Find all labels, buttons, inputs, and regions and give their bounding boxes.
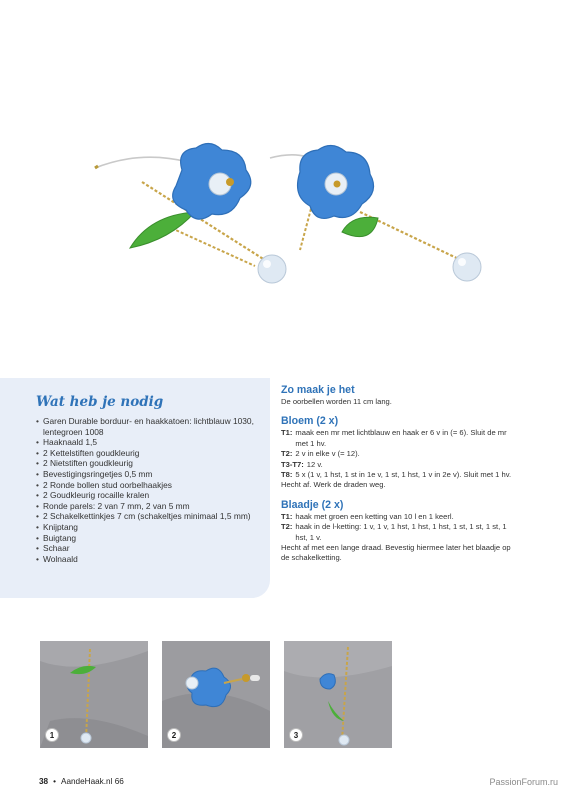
instruction-row bbox=[281, 428, 513, 449]
step-photo-2 bbox=[162, 641, 270, 748]
materials-item: • 2 Goudkleurig rocaille kralen bbox=[36, 490, 256, 501]
materials-item: • 2 Kettelstiften goudkleurig bbox=[36, 448, 256, 459]
instructions-title: Zo maak je het bbox=[281, 384, 355, 396]
row-text: haak met groen een ketting van 10 l en 1 keerl. bbox=[295, 511, 454, 521]
flower-rows bbox=[281, 428, 513, 480]
row-text: haak in de l-ketting: 1 v, 1 v, 1 hst, 1 hst, 1 hst, 1 st, 1 st, 1 st, 1 hst, 1 v. bbox=[295, 522, 507, 542]
leaf-note: Hecht af met een lange draad. Bevestig hiermee later het blaadje op de schakelketting. bbox=[281, 543, 511, 563]
leaf-rows bbox=[281, 512, 513, 543]
instructions bbox=[281, 384, 513, 564]
row-text: 12 v. bbox=[306, 459, 323, 469]
instruction-row bbox=[281, 522, 513, 543]
step-badge-1: 1 bbox=[45, 728, 59, 742]
instruction-row bbox=[281, 460, 513, 470]
row-label: T1: bbox=[281, 511, 293, 521]
page-number: 38 bbox=[39, 777, 49, 786]
materials-list bbox=[36, 416, 256, 564]
materials-item: • Schaar bbox=[36, 543, 256, 554]
flower-heading: Bloem (2 x) bbox=[281, 415, 339, 428]
hero-earrings-photo bbox=[0, 0, 566, 370]
materials-item: • Garen Durable borduur- en haakkatoen: lichtblauw 1030, lentegroen 1008 bbox=[36, 416, 256, 437]
step-badge-2: 2 bbox=[167, 728, 181, 742]
materials-item: • Buigtang bbox=[36, 533, 256, 544]
flower-note: Hecht af. Werk de draden weg. bbox=[281, 480, 386, 490]
row-label: T1: bbox=[281, 428, 293, 438]
step-badge-3: 3 bbox=[289, 728, 303, 742]
watermark: PassionForum.ru bbox=[489, 777, 558, 787]
step-photo-1 bbox=[40, 641, 148, 748]
materials-box bbox=[0, 378, 270, 598]
left-pearl bbox=[258, 255, 286, 283]
instruction-row bbox=[281, 470, 513, 480]
footer-bullet: • bbox=[53, 777, 56, 786]
materials-item: • 2 Ronde bollen stud oorbelhaakjes bbox=[36, 480, 256, 491]
row-label: T3-T7: bbox=[281, 459, 304, 469]
leaf-heading: Blaadje (2 x) bbox=[281, 498, 344, 511]
materials-item: • Ronde parels: 2 van 7 mm, 2 van 5 mm bbox=[36, 501, 256, 512]
materials-item: • Wolnaald bbox=[36, 554, 256, 565]
magazine-name: AandeHaak.nl 66 bbox=[60, 777, 124, 786]
instruction-row bbox=[281, 449, 513, 459]
materials-item: • 2 Schakelkettinkjes 7 cm (schakeltjes minimaal 1,5 mm) bbox=[36, 511, 256, 522]
right-pearl bbox=[453, 253, 481, 281]
step-photo-3 bbox=[284, 641, 392, 748]
row-label: T2: bbox=[281, 522, 293, 532]
row-text: 2 v in elke v (= 12). bbox=[295, 449, 360, 459]
instructions-intro: De oorbellen worden 11 cm lang. bbox=[281, 397, 392, 406]
row-label: T2: bbox=[281, 449, 293, 459]
instruction-row bbox=[281, 512, 513, 522]
row-text: 5 x (1 v, 1 hst, 1 st in 1e v, 1 st, 1 hst, 1 v in 2e v). Sluit met 1 hv. bbox=[295, 470, 512, 480]
materials-item: • Haaknaald 1,5 bbox=[36, 437, 256, 448]
row-label: T8: bbox=[281, 470, 293, 480]
materials-title: Wat heb je nodig bbox=[36, 394, 164, 410]
materials-item: • Knijptang bbox=[36, 522, 256, 533]
materials-item: • 2 Nietstiften goudkleurig bbox=[36, 458, 256, 469]
page-footer bbox=[39, 777, 124, 786]
row-text: maak een mr met lichtblauw en haak er 6 v in (= 6). Sluit de mr met 1 hv. bbox=[295, 428, 507, 448]
materials-item: • Bevestigingsringetjes 0,5 mm bbox=[36, 469, 256, 480]
